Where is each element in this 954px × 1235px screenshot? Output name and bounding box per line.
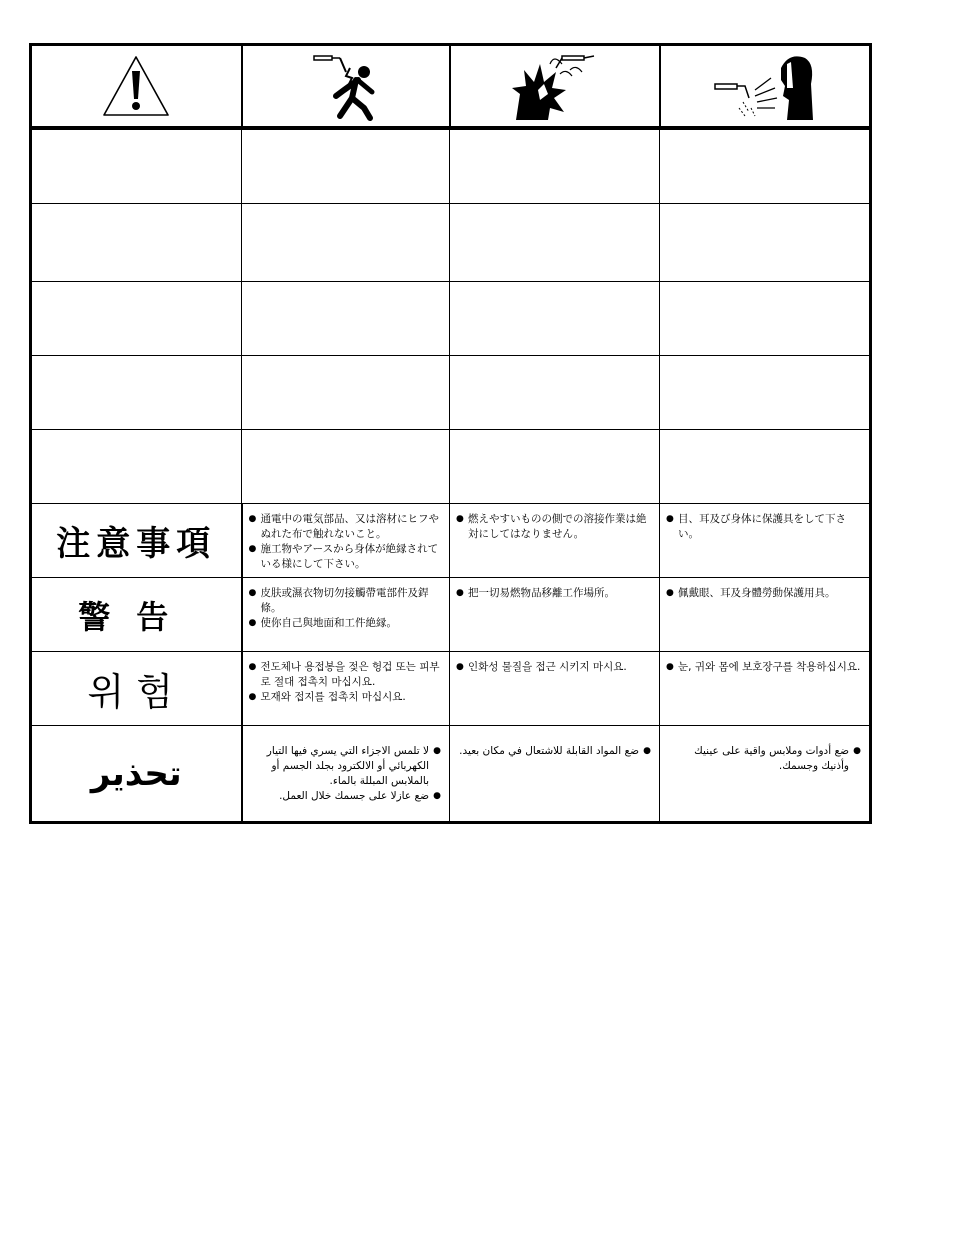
list-item: ● 인화성 물질을 접근 시키지 마시요.: [456, 660, 653, 675]
row-japanese: [31, 504, 871, 578]
warning-triangle-icon: [101, 54, 171, 118]
lang-title-cell: [31, 652, 242, 726]
list-item: ● 施工物やアースから身体が絶縁されている様にして下さい。: [249, 542, 444, 572]
list-item: ● 전도체나 용접봉을 젖은 헝겁 또는 피부로 절대 접촉치 마십시요.: [249, 660, 444, 690]
welding-helmet-icon: [705, 50, 825, 122]
safety-warning-table: [29, 43, 869, 824]
list-item: ● ضع عازلا على جسمك خلال العمل.: [251, 789, 442, 804]
lang-title-cell: [31, 578, 242, 652]
list-item: ● ضع أدوات وملابس واقية على عينيك وأذنيك وجسمك.: [668, 744, 861, 774]
blank-row-1: [31, 128, 871, 204]
japanese-title: 注意事項: [56, 524, 217, 564]
chinese-title: 警告: [78, 597, 195, 636]
list-item: ● 눈, 귀와 몸에 보호장구를 착용하십시요.: [666, 660, 863, 675]
row-korean: [31, 652, 871, 726]
electric-shock-icon: [306, 50, 386, 122]
arabic-title: تحذير: [90, 753, 182, 794]
list-item: ● 燃えやすいものの側での溶接作業は絶対にしてはなりません。: [456, 512, 653, 542]
row-arabic: [31, 726, 871, 823]
explosion-fire-icon: [510, 50, 600, 122]
list-item: ● 把一切易燃物品移離工作場所。: [456, 586, 653, 601]
list-item: ● 모재와 접지를 접촉치 마십시요.: [249, 690, 444, 705]
blank-row-2: [31, 204, 871, 282]
list-item: ● 目、耳及び身体に保護具をして下さい。: [666, 512, 863, 542]
blank-row-5: [31, 430, 871, 504]
list-item: ● 佩戴眼、耳及身體勞動保護用具。: [666, 586, 863, 601]
blank-row-3: [31, 282, 871, 356]
list-item: ● ضع المواد القابلة للاشتعال في مكان بعيد.: [458, 744, 651, 759]
icon-cell-warning: [31, 45, 242, 129]
lang-title-cell: [31, 726, 242, 823]
blank-row-4: [31, 356, 871, 430]
warning-grid: [29, 43, 872, 824]
list-item: ● 皮肤或濕衣物切勿接觸帶電部件及銲條。: [249, 586, 444, 616]
icon-cell-explosion: [450, 45, 660, 129]
korean-title: 위험: [87, 670, 185, 714]
icon-cell-shock: [242, 45, 450, 129]
list-item: ● 通電中の電気部品、又は溶材にヒフやぬれた布で触れないこと。: [249, 512, 444, 542]
icon-cell-helmet: [660, 45, 871, 129]
lang-title-cell: [31, 504, 242, 578]
list-item: ● لا تلمس الاجزاء التي يسري فيها التيار الكهربائي أو الالكترود بجلد الجسم أو بالملابس المبللة بالماء.: [251, 744, 442, 789]
icon-row: [31, 45, 871, 129]
row-chinese: [31, 578, 871, 652]
list-item: ● 使你自己與地面和工件絶縁。: [249, 616, 444, 631]
